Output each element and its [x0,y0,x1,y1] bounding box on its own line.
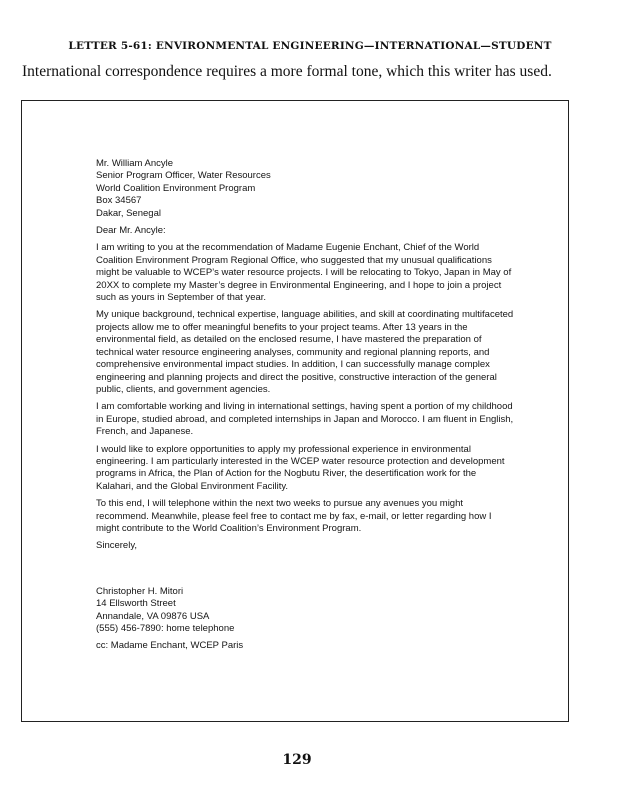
letter-body [96,158,516,658]
body-paragraph: To this end, I will telephone within the next two weeks to pursue any avenues you might recommend. Meanwhile, please feel free to contact me by fax, e-mail, or letter regarding how I might contribute to the World Coalition’s Environment Program. [96,498,492,534]
recipient-name: Mr. William Ancyle [96,158,174,169]
signature-space [96,558,516,586]
recipient-address [96,158,516,220]
cc-line: cc: Madame Enchant, WCEP Paris [96,640,244,652]
salutation: Dear Mr. Ancyle: [96,225,166,237]
page-heading: LETTER 5-61: ENVIRONMENTAL ENGINEERING—INTERNATIONAL—STUDENT [68,40,552,52]
recipient-title: Senior Program Officer, Water Resources [96,170,271,182]
recipient-organization: World Coalition Environment Program [96,182,256,194]
body-paragraph: My unique background, technical expertise, language abilities, and skill at coordinating multifaceted projects allow me to offer meaningful benefits to your project teams. After 13 years in the environmental field, as detailed on the enclosed resume, I have mastered the preparation of technical water resource engineering analyses, community and regional planning reports, and comprehensive environmental impact studies. In addition, I can successfully manage complex engineering and planning projects and direct the positive, constructive interaction of the general public, clients, and government agencies. [96,309,514,395]
sender-city: Annandale, VA 09876 USA [96,610,210,622]
body-paragraph: I am writing to you at the recommendation of Madame Eugenie Enchant, Chief of the World Coalition Environment Program Regional Office, who suggested that my unusual qualifications might be valuable to WCEP’s water resource projects. I will be relocating to Tokyo, Japan in May of 20XX to complete my Master’s degree in Environmental Engineering, and I hope to join a project such as yours in September of that year. [96,242,512,304]
recipient-box: Box 34567 [96,195,142,207]
sender-street: 14 Ellsworth Street [96,598,176,610]
page-number: 129 [282,752,312,768]
sender-name: Christopher H. Mitori [96,585,184,597]
page-subtitle: International correspondence requires a more formal tone, which this writer has used. [22,63,552,80]
body-paragraph: I would like to explore opportunities to apply my professional experience in environmental engineering. I am particularly interested in the WCEP water resource protection and development programs in Africa, the Plan of Action for the Nogbutu River, the desertification work for the Kalahari, and the Global Environment Facility. [96,443,505,492]
body-paragraph: I am comfortable working and living in international settings, having spent a portion of my childhood in Europe, studied abroad, and completed internships in Japan and Morocco. I am fluent in English, French, and Japanese. [96,401,514,438]
signature-block [96,586,516,636]
closing: Sincerely, [96,540,138,552]
sender-phone: (555) 456-7890: home telephone [96,623,235,634]
recipient-city: Dakar, Senegal [96,207,161,219]
